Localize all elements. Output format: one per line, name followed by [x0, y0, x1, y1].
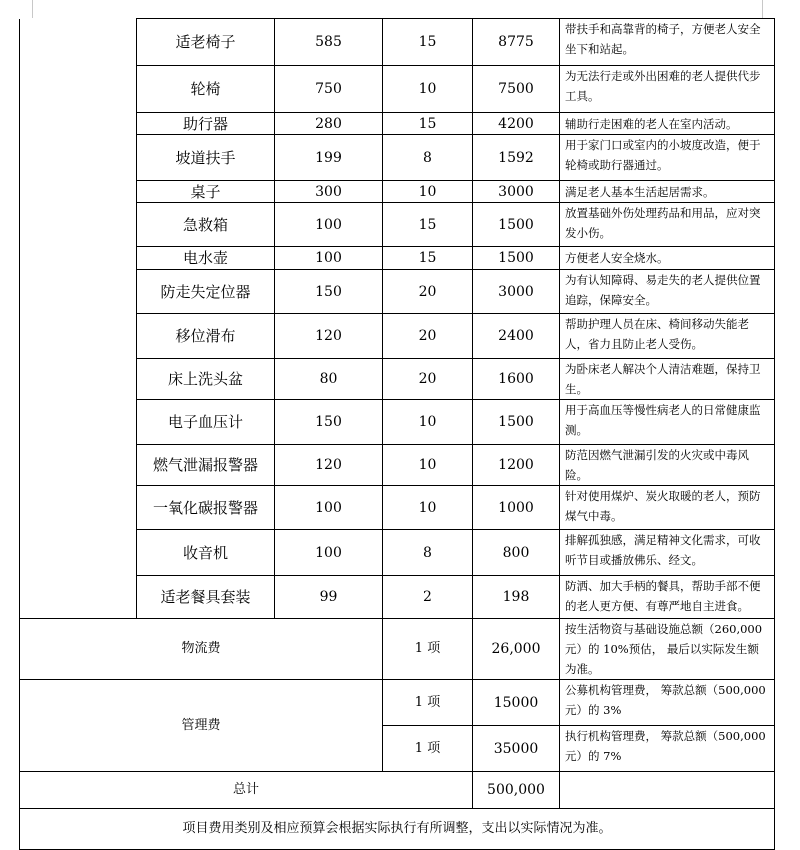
item-name: 急救箱 — [137, 203, 275, 247]
item-description: 为无法行走或外出困难的老人提供代步工具。 — [560, 66, 775, 113]
item-price: 750 — [275, 66, 383, 113]
item-qty: 10 — [383, 66, 473, 113]
management-amount: 35000 — [473, 726, 560, 772]
management-qty: 1 项 — [383, 680, 473, 726]
item-name: 电子血压计 — [137, 400, 275, 445]
total-description — [560, 772, 775, 809]
item-qty: 15 — [383, 19, 473, 66]
item-price: 150 — [275, 270, 383, 314]
item-qty: 15 — [383, 247, 473, 270]
item-price: 120 — [275, 314, 383, 359]
item-description: 放置基础外伤处理药品和用品，应对突发小伤。 — [560, 203, 775, 247]
item-description: 满足老人基本生活起居需求。 — [560, 181, 775, 203]
item-description: 防范因燃气泄漏引发的火灾或中毒风险。 — [560, 445, 775, 486]
logistics-description: 按生活物资与基础设施总额（260,000 元）的 10%预估， 最后以实际发生额为准。 — [560, 619, 775, 680]
item-description: 防洒、加大手柄的餐具，帮助手部不便的老人更方便、有尊严地自主进食。 — [560, 576, 775, 619]
page-margin-guide-left — [32, 0, 33, 18]
item-qty: 10 — [383, 400, 473, 445]
page-margin-guide-right — [762, 0, 763, 18]
item-name: 适老餐具套装 — [137, 576, 275, 619]
item-price: 100 — [275, 486, 383, 530]
item-price: 99 — [275, 576, 383, 619]
item-name: 一氧化碳报警器 — [137, 486, 275, 530]
item-qty: 15 — [383, 203, 473, 247]
item-price: 100 — [275, 530, 383, 576]
item-total: 1600 — [473, 359, 560, 400]
item-total: 7500 — [473, 66, 560, 113]
item-price: 585 — [275, 19, 383, 66]
item-total: 1000 — [473, 486, 560, 530]
item-name: 防走失定位器 — [137, 270, 275, 314]
item-price: 100 — [275, 247, 383, 270]
management-amount: 15000 — [473, 680, 560, 726]
item-total: 1500 — [473, 400, 560, 445]
category-cell — [20, 19, 137, 619]
item-qty: 8 — [383, 135, 473, 181]
item-total: 2400 — [473, 314, 560, 359]
item-total: 1500 — [473, 247, 560, 270]
logistics-row — [20, 619, 775, 680]
item-qty: 20 — [383, 314, 473, 359]
management-description: 执行机构管理费， 筹款总额（500,000 元）的 7% — [560, 726, 775, 772]
item-price: 280 — [275, 113, 383, 135]
item-qty: 10 — [383, 181, 473, 203]
management-label: 管理费 — [20, 680, 383, 772]
total-label: 总计 — [20, 772, 473, 809]
item-description: 辅助行走困难的老人在室内活动。 — [560, 113, 775, 135]
item-total: 198 — [473, 576, 560, 619]
item-name: 轮椅 — [137, 66, 275, 113]
item-total: 1200 — [473, 445, 560, 486]
table-row — [20, 19, 775, 66]
management-qty: 1 项 — [383, 726, 473, 772]
management-row — [20, 680, 775, 726]
item-description: 帮助护理人员在床、椅间移动失能老人，省力且防止老人受伤。 — [560, 314, 775, 359]
item-qty: 8 — [383, 530, 473, 576]
item-total: 1500 — [473, 203, 560, 247]
item-price: 199 — [275, 135, 383, 181]
item-qty: 20 — [383, 359, 473, 400]
item-name: 移位滑布 — [137, 314, 275, 359]
item-total: 8775 — [473, 19, 560, 66]
item-description: 用于高血压等慢性病老人的日常健康监测。 — [560, 400, 775, 445]
item-name: 电水壶 — [137, 247, 275, 270]
item-total: 3000 — [473, 181, 560, 203]
logistics-label: 物流费 — [20, 619, 383, 680]
item-description: 针对使用煤炉、炭火取暖的老人，预防煤气中毒。 — [560, 486, 775, 530]
footer-note: 项目费用类别及相应预算会根据实际执行有所调整，支出以实际情况为准。 — [20, 809, 775, 850]
item-description: 排解孤独感，满足精神文化需求，可收听节目或播放佛乐、经文。 — [560, 530, 775, 576]
item-name: 助行器 — [137, 113, 275, 135]
item-name: 适老椅子 — [137, 19, 275, 66]
item-price: 100 — [275, 203, 383, 247]
item-qty: 2 — [383, 576, 473, 619]
item-description: 带扶手和高靠背的椅子，方便老人安全坐下和站起。 — [560, 19, 775, 66]
item-name: 桌子 — [137, 181, 275, 203]
item-total: 1592 — [473, 135, 560, 181]
item-qty: 10 — [383, 445, 473, 486]
management-description: 公募机构管理费， 筹款总额（500,000 元）的 3% — [560, 680, 775, 726]
item-name: 床上洗头盆 — [137, 359, 275, 400]
item-price: 80 — [275, 359, 383, 400]
item-price: 300 — [275, 181, 383, 203]
footer-row — [20, 809, 775, 850]
item-total: 3000 — [473, 270, 560, 314]
budget-table — [19, 18, 775, 850]
item-qty: 10 — [383, 486, 473, 530]
total-amount: 500,000 — [473, 772, 560, 809]
item-description: 为有认知障碍、易走失的老人提供位置追踪，保障安全。 — [560, 270, 775, 314]
item-name: 收音机 — [137, 530, 275, 576]
item-description: 用于家门口或室内的小坡度改造，便于轮椅或助行器通过。 — [560, 135, 775, 181]
item-description: 为卧床老人解决个人清洁难题，保持卫生。 — [560, 359, 775, 400]
item-total: 800 — [473, 530, 560, 576]
item-price: 150 — [275, 400, 383, 445]
logistics-amount: 26,000 — [473, 619, 560, 680]
total-row — [20, 772, 775, 809]
item-qty: 20 — [383, 270, 473, 314]
item-description: 方便老人安全烧水。 — [560, 247, 775, 270]
item-price: 120 — [275, 445, 383, 486]
item-qty: 15 — [383, 113, 473, 135]
logistics-qty: 1 项 — [383, 619, 473, 680]
item-total: 4200 — [473, 113, 560, 135]
item-name: 燃气泄漏报警器 — [137, 445, 275, 486]
item-name: 坡道扶手 — [137, 135, 275, 181]
